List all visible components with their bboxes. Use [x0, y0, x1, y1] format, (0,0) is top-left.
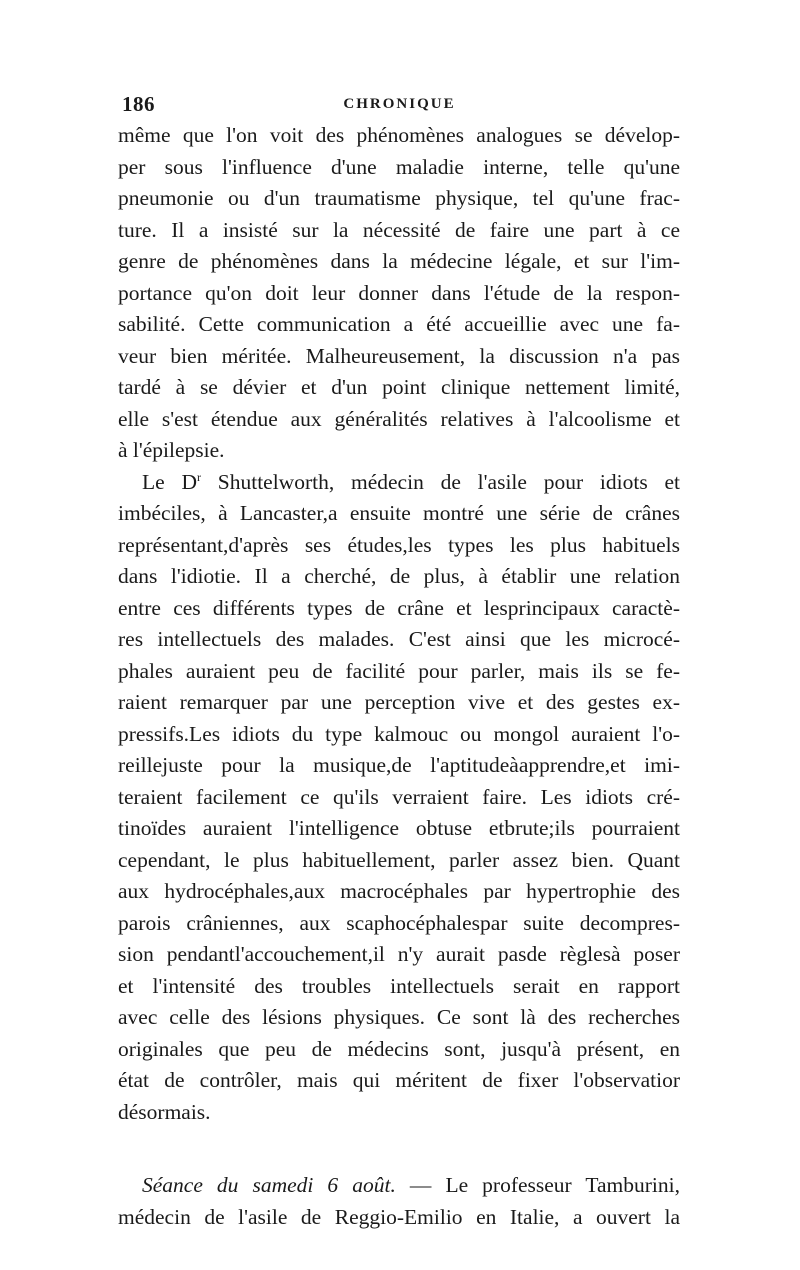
paragraph-1 [118, 120, 680, 467]
text-line: portance qu'on doit leur donner dans l'étude de la respon- [118, 280, 680, 305]
text-line: entre ces différents types de crâne et lesprincipaux caractè- [118, 595, 680, 620]
text-line: pneumonie ou d'un traumatisme physique, tel qu'une frac- [118, 186, 680, 210]
text-line: état de contrôler, mais qui méritent de fixer l'observatior [118, 1068, 680, 1092]
section-gap [118, 1128, 680, 1170]
page-header [122, 92, 677, 116]
text-line: phales auraient peu de facilité pour parler, mais ils se fe- [118, 658, 680, 683]
paragraph-3 [118, 1170, 680, 1233]
text-fragment: Shuttelworth, médecin de l'asile pour idiots et [200, 469, 680, 494]
text-line: sabilité. Cette communication a été accueillie avec une fa- [118, 312, 680, 336]
text-line: avec celle des lésions physiques. Ce sont là des recherches [118, 1005, 680, 1029]
text-line: sion pendantl'accouchement,il n'y aurait pasde règlesà poser [118, 942, 680, 966]
text-line: même que l'on voit des phénomènes analogues se dévelop- [118, 123, 680, 147]
text-line: tardé à se dévier et d'un point clinique nettement limité, [118, 375, 680, 399]
text-line: ture. Il a insisté sur la nécessité de faire une part à ce [118, 217, 680, 242]
body-text [118, 120, 680, 1233]
text-line: per sous l'influence d'une maladie interne, telle qu'une [118, 154, 680, 179]
text-line: imbéciles, à Lancaster,a ensuite montré une série de crânes [118, 501, 680, 525]
text-line: parois crâniennes, aux scaphocéphalespar suite decompres- [118, 910, 680, 935]
text-line [118, 1170, 680, 1202]
text-line: tinoïdes auraient l'intelligence obtuse etbrute;ils pourraient [118, 816, 680, 840]
text-line: teraient facilement ce qu'ils verraient faire. Les idiots cré- [118, 784, 680, 809]
session-heading: Séance du samedi 6 août. [142, 1173, 396, 1197]
text-line: aux hydrocéphales,aux macrocéphales par hypertrophie des [118, 879, 680, 903]
text-line: res intellectuels des malades. C'est ainsi que les microcé- [118, 627, 680, 651]
text-line: raient remarquer par une perception vive et des gestes ex- [118, 690, 680, 714]
text-line: genre de phénomènes dans la médecine légale, et sur l'im- [118, 249, 680, 273]
text-line: elle s'est étendue aux généralités relatives à l'alcoolisme et [118, 406, 680, 431]
running-title: CHRONIQUE [343, 96, 456, 112]
text-line: pressifs.Les idiots du type kalmouc ou mongol auraient l'o- [118, 721, 680, 746]
text-line: à l'épilepsie. [118, 438, 225, 462]
text-fragment: Le D [142, 469, 197, 494]
text-line: désormais. [118, 1099, 211, 1124]
text-line: dans l'idiotie. Il a cherché, de plus, à établir une relation [118, 564, 680, 588]
text-line: originales que peu de médecins sont, jusqu'à présent, en [118, 1036, 680, 1061]
text-line: veur bien méritée. Malheureusement, la discussion n'a pas [118, 343, 680, 368]
text-fragment: — Le professeur Tamburini, [395, 1173, 681, 1197]
text-line: et l'intensité des troubles intellectuels serait en rapport [118, 973, 680, 998]
page-number: 186 [122, 92, 155, 116]
text-line: représentant,d'après ses études,les types les plus habituels [118, 532, 680, 557]
paragraph-2 [118, 467, 680, 1129]
text-line: cependant, le plus habituellement, parler assez bien. Quant [118, 847, 680, 872]
text-line: médecin de l'asile de Reggio-Emilio en Italie, a ouvert la [118, 1204, 680, 1229]
text-line [118, 467, 680, 499]
superscript: r [196, 469, 201, 484]
text-line: reillejuste pour la musique,de l'aptitudeàapprendre,et imi- [118, 753, 680, 777]
